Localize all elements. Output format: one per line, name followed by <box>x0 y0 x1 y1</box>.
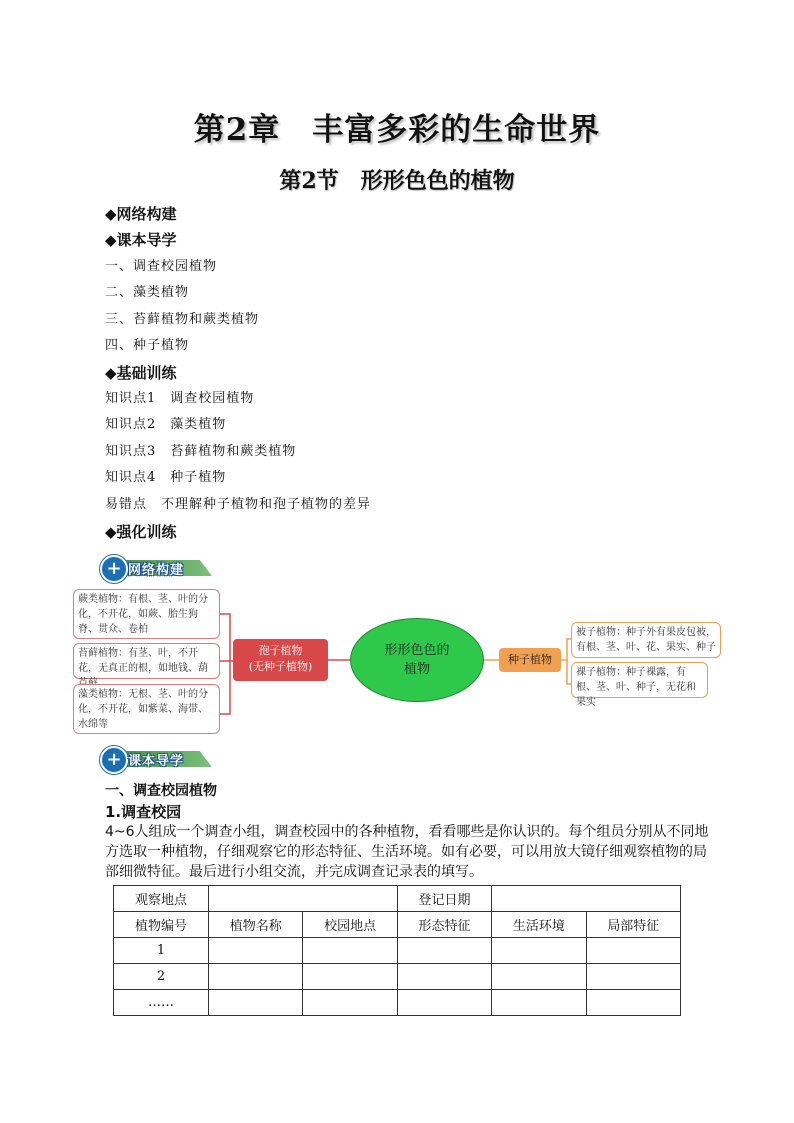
table-header: 植物编号 <box>114 912 209 938</box>
paragraph-text: 4~6人组成一个调查小组，调查校园中的各种植物，看看哪些是你认识的。每个组员分别从不同地方选取一种植物，仔细观察它的形态特征、生活环境。如有必要，可以用放大镜仔细观察植物的局部细微特征。最后进行小组交流，并完成调查记录表的填写。 <box>105 824 709 880</box>
toc-strengthen[interactable]: ◆强化训练 <box>105 523 177 541</box>
toc-basic[interactable]: ◆基础训练 <box>105 364 177 382</box>
table-cell[interactable] <box>492 990 586 1016</box>
toc-lesson-item[interactable]: 四、种子植物 <box>105 338 190 353</box>
center-node <box>350 618 484 702</box>
toc-lesson[interactable]: ◆课本导学 <box>105 231 177 249</box>
table-row <box>114 964 681 990</box>
table-cell-id: 2 <box>114 964 209 990</box>
angiosperm-box: 被子植物：种子外有果皮包被，有根、茎、叶、花、果实、种子 <box>571 622 721 658</box>
gymnosperm-box: 裸子植物：种子裸露，有根、茎、叶、种子，无花和果实 <box>571 662 708 698</box>
toc-network[interactable]: ◆网络构建 <box>105 205 177 223</box>
training-key: 知识点2 <box>105 417 157 432</box>
table-cell[interactable] <box>209 938 303 964</box>
table-cell[interactable] <box>209 964 303 990</box>
toc-lesson-item[interactable]: 三、苔藓植物和蕨类植物 <box>105 312 260 327</box>
training-value: 藻类植物 <box>170 417 227 432</box>
section-title: 第2节 形形色色的植物 <box>279 168 515 194</box>
table-header: 形态特征 <box>397 912 491 938</box>
table-row <box>114 990 681 1016</box>
toc-lesson-item[interactable]: 二、藻类植物 <box>105 285 190 300</box>
survey-table <box>113 885 681 1016</box>
table-cell[interactable] <box>492 964 586 990</box>
table-row <box>114 938 681 964</box>
table-cell-label: 观察地点 <box>114 886 209 912</box>
table-cell[interactable] <box>397 990 491 1016</box>
table-cell-id: 1 <box>114 938 209 964</box>
training-value: 不理解种子植物和孢子植物的差异 <box>161 497 372 512</box>
table-header: 生活环境 <box>492 912 586 938</box>
plus-icon: + <box>100 555 128 583</box>
banner-lesson <box>100 746 212 772</box>
section-heading: 一、调查校园植物 <box>105 783 217 799</box>
table-header: 植物名称 <box>209 912 303 938</box>
chapter-title: 第2章 丰富多彩的生命世界 <box>193 112 601 148</box>
table-cell[interactable] <box>209 990 303 1016</box>
subsection-heading: 1.调查校园 <box>105 803 182 821</box>
table-cell-label: 登记日期 <box>397 886 491 912</box>
training-value: 种子植物 <box>170 470 227 485</box>
table-header-row <box>114 912 681 938</box>
table-row <box>114 886 681 912</box>
center-line: 植物 <box>403 662 430 677</box>
fern-box: 蕨类植物：有根、茎、叶的分化，不开花，如蕨、胎生狗脊、贯众、卷柏 <box>73 589 220 639</box>
plus-icon: + <box>100 746 128 774</box>
banner-label: 课本导学 <box>128 754 185 769</box>
training-value: 苔藓植物和蕨类植物 <box>170 444 297 459</box>
banner-label: 网络构建 <box>128 563 185 578</box>
spore-plants-node <box>233 639 328 681</box>
table-cell[interactable] <box>586 964 680 990</box>
training-key: 知识点3 <box>105 444 157 459</box>
moss-box: 苔藓植物：有茎、叶，不开花，无真正的根，如地钱、葫 <box>73 643 220 679</box>
table-cell[interactable] <box>397 938 491 964</box>
table-cell[interactable] <box>586 938 680 964</box>
left-bracket <box>220 614 230 714</box>
table-header: 校园地点 <box>303 912 397 938</box>
training-value: 调查校园植物 <box>170 391 255 406</box>
table-cell[interactable] <box>492 938 586 964</box>
table-cell[interactable] <box>303 938 397 964</box>
seed-plants-node: 种子植物 <box>499 648 561 672</box>
training-key: 易错点 <box>105 497 148 512</box>
table-cell[interactable] <box>586 990 680 1016</box>
table-cell[interactable] <box>397 964 491 990</box>
spore-label: 孢子植物 <box>258 644 303 657</box>
table-cell[interactable] <box>303 990 397 1016</box>
body-paragraph <box>105 822 717 882</box>
table-cell-input[interactable] <box>492 886 681 912</box>
table-cell[interactable] <box>303 964 397 990</box>
algae-box: 藻类植物：无根、茎、叶的分化，不开花，如紫菜、海带、水绵等 <box>73 684 220 734</box>
table-cell-input[interactable] <box>209 886 398 912</box>
toc-lesson-item[interactable]: 一、调查校园植物 <box>105 259 218 274</box>
table-cell-id: …… <box>114 990 209 1016</box>
table-header: 局部特征 <box>586 912 680 938</box>
center-line: 形形色色的 <box>384 643 450 658</box>
training-key: 知识点1 <box>105 391 157 406</box>
training-key: 知识点4 <box>105 470 157 485</box>
spore-sublabel: (无种子植物) <box>248 660 313 673</box>
